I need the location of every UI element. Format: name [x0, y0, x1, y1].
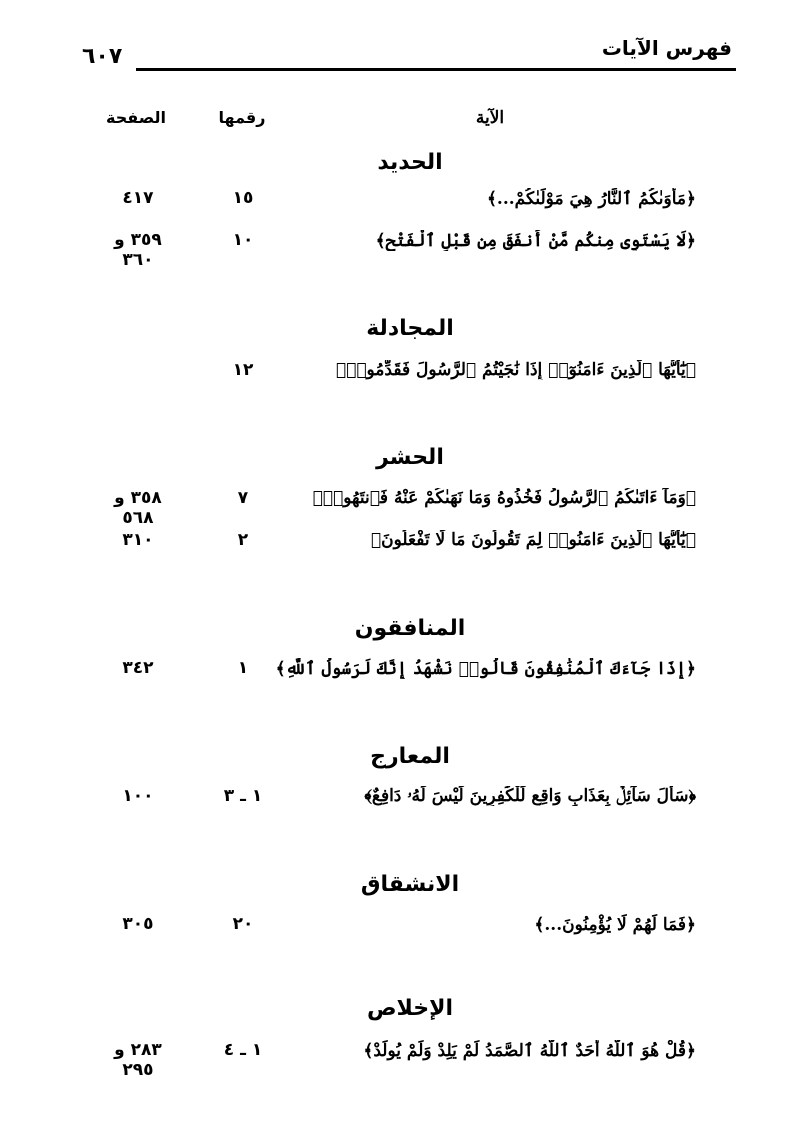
surah-title: المنافقون	[354, 616, 466, 641]
table-row	[0, 786, 800, 820]
verse-number: ٢	[237, 530, 249, 550]
table-row	[0, 914, 800, 948]
verse-number: ١ ـ ٤	[223, 1040, 263, 1060]
page-ref: ٣١٠	[122, 530, 154, 550]
verse-text: ﴿مَأْوَىٰكُمُ ٱلنَّارُ هِيَ مَوْلَىٰكُمْ...﴾	[486, 189, 696, 209]
page-ref: ٢٨٣ و ٢٩٥	[114, 1040, 162, 1080]
table-row	[0, 530, 800, 564]
page-ref: ٣٤٢	[122, 658, 154, 678]
table-row	[0, 488, 800, 528]
column-header-number: رقمها	[218, 108, 266, 127]
column-header-page: الصفحة	[105, 108, 166, 127]
verse-number: ١٢	[232, 360, 254, 380]
verse-text: ﴿يَٰٓأَيُّهَا ٱلَّذِينَ ءَامَنُوا۟ لِمَ تَقُولُونَ مَا لَا تَفْعَلُونَ﴾	[370, 530, 696, 550]
surah-title: الإخلاص	[366, 996, 454, 1021]
table-row	[0, 1040, 800, 1080]
verse-text: ﴿لَا يَسْتَوِى مِنكُم مَّنْ أَنفَقَ مِن قَبْلِ ٱلْفَتْحِ﴾	[375, 231, 696, 251]
surah-title: المعارج	[370, 744, 450, 769]
verse-text: ﴿فَمَا لَهُمْ لَا يُؤْمِنُونَ...﴾	[534, 915, 696, 935]
column-headers	[0, 108, 800, 138]
surah-title: المجادلة	[366, 316, 454, 341]
verse-number: ١ ـ ٣	[223, 786, 263, 806]
surah-title: الانشقاق	[360, 872, 460, 897]
page-ref: ٤١٧	[122, 188, 154, 208]
column-header-verse: الآية	[475, 108, 505, 128]
table-row	[0, 360, 800, 394]
page-number: ٦٠٧	[82, 44, 123, 69]
verse-text: ﴿قُلْ هُوَ ٱللَّهُ أَحَدٌ ٱللَّهُ ٱلصَّمَدُ لَمْ يَلِدْ وَلَمْ يُولَدْ﴾	[363, 1041, 696, 1061]
page-ref: ٣٥٩ و ٣٦٠	[114, 230, 162, 270]
verse-text: ﴿إِذَا جَآءَكَ ٱلْمُنَٰفِقُونَ قَالُوا۟ نَشْهَدُ إِنَّكَ لَرَسُولُ ٱللَّهِ﴾	[275, 659, 696, 679]
header-rule	[136, 68, 736, 71]
verse-text: ﴿يَٰٓأَيُّهَا ٱلَّذِينَ ءَامَنُوٓا۟ إِذَا نَٰجَيْتُمُ ٱلرَّسُولَ فَقَدِّمُوا۟﴾	[335, 360, 696, 380]
surah-title: الحشر	[376, 445, 444, 470]
verse-text: ﴿وَمَآ ءَاتَىٰكُمُ ٱلرَّسُولُ فَخُذُوهُ وَمَا نَهَىٰكُمْ عَنْهُ فَٱنتَهُوا۟﴾	[312, 488, 696, 508]
verse-text: ﴿سَأَلَ سَآئِلٌۢ بِعَذَابٍ وَاقِعٍ لِّلْكَٰفِرِينَ لَيْسَ لَهُۥ دَافِعٌ﴾	[364, 786, 696, 806]
surah-title: الحديد	[377, 150, 443, 175]
table-row	[0, 188, 800, 222]
verse-number: ١	[237, 658, 249, 678]
verse-number: ٢٠	[232, 914, 254, 934]
page-ref: ٣٥٨ و ٥٦٨	[114, 488, 162, 528]
page-ref: ٣٠٥	[122, 914, 154, 934]
verse-number: ١٠	[232, 230, 254, 250]
running-title: فهرس الآيات	[601, 36, 732, 60]
page-ref: ١٠٠	[122, 786, 154, 806]
table-row	[0, 658, 800, 692]
verse-number: ٧	[237, 488, 249, 508]
verse-number: ١٥	[232, 188, 254, 208]
table-row	[0, 230, 800, 270]
